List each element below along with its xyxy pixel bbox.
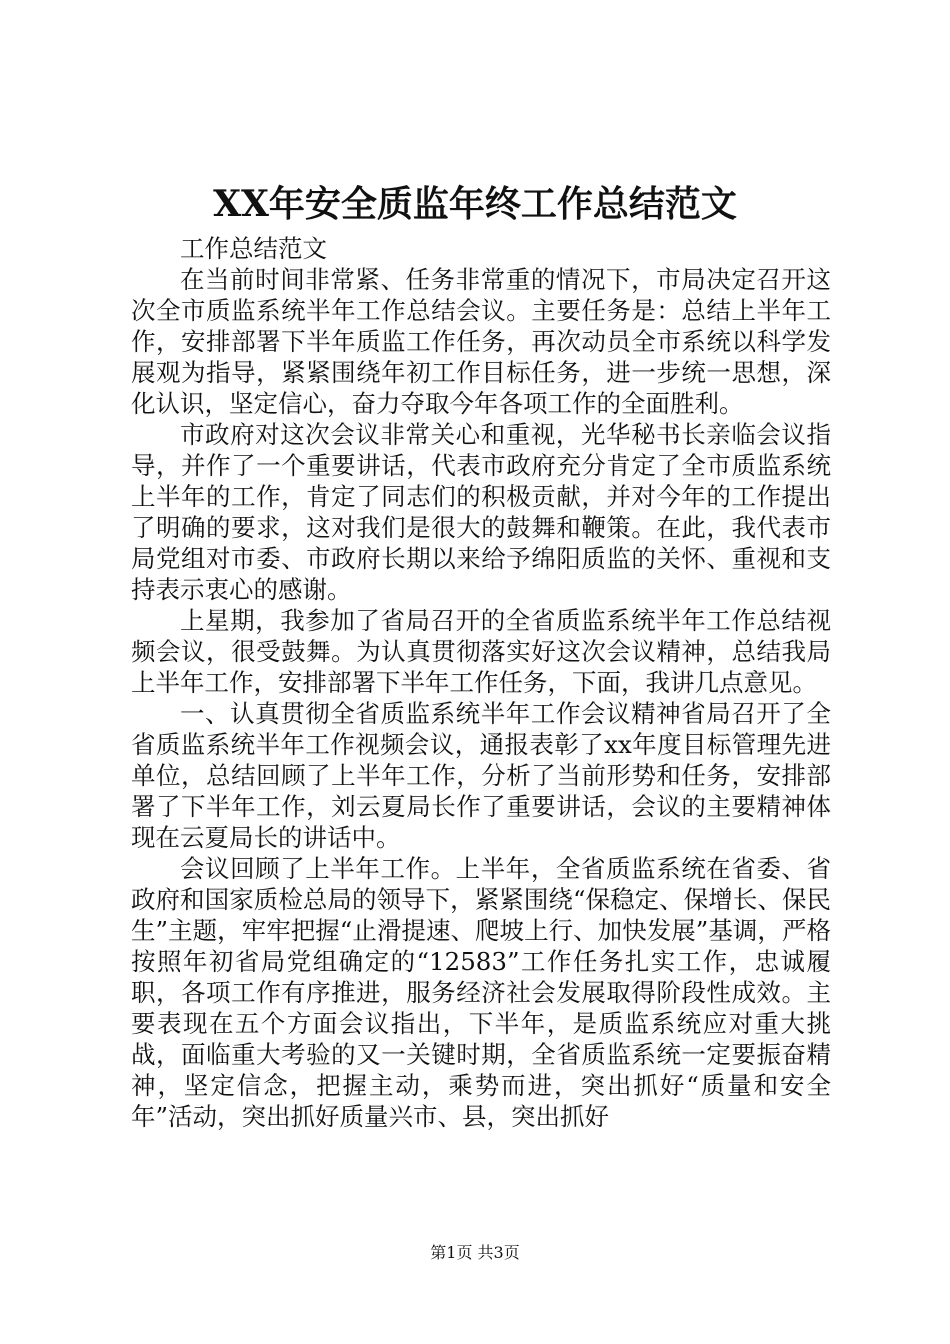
paragraph-1: 在当前时间非常紧、任务非常重的情况下，市局决定召开这次全市质监系统半年工作总结会议。主要任务是：总结上半年工作，安排部署下半年质监工作任务，再次动员全市系统以科学发展观为指导，紧紧围绕年初工作目标任务，进一步统一思想，深化认识，坚定信心，奋力夺取今年各项工作的全面胜利。 [131,265,831,418]
paragraph-subtitle: 工作总结范文 [180,234,327,263]
paragraph-2: 市政府对这次会议非常关心和重视，光华秘书长亲临会议指导，并作了一个重要讲话，代表市政府充分肯定了全市质监系统上半年的工作，肯定了同志们的积极贡献，并对今年的工作提出了明确的要求，这对我们是很大的鼓舞和鞭策。在此，我代表市局党组对市委、市政府长期以来给予绵阳质监的关怀、重视和支持表示衷心的感谢。 [131,420,831,604]
paragraph-4: 一、认真贯彻全省质监系统半年工作会议精神省局召开了全省质监系统半年工作视频会议，通报表彰了xx年度目标管理先进单位，总结回顾了上半年工作，分析了当前形势和任务，安排部署了下半年工作，刘云夏局长作了重要讲话，会议的主要精神体现在云夏局长的讲话中。 [131,699,831,852]
document-title: XX年安全质监年终工作总结范文 [213,183,737,225]
document-body [131,233,831,1132]
paragraph-5: 会议回顾了上半年工作。上半年，全省质监系统在省委、省政府和国家质检总局的领导下，紧紧围绕“保稳定、保增长、保民生”主题，牢牢把握“止滑提速、爬坡上行、加快发展”基调，严格按照年初省局党组确定的“12583”工作任务扎实工作，忠诚履职，各项工作有序推进，服务经济社会发展取得阶段性成效。主要表现在五个方面会议指出，下半年，是质监系统应对重大挑战，面临重大考验的又一关键时期，全省质监系统一定要振奋精神，坚定信念，把握主动，乘势而进，突出抓好“质量和安全年”活动，突出抓好质量兴市、县，突出抓好 [131,854,831,1131]
page-footer: 第1页 共3页 [430,1243,520,1262]
paragraph-3: 上星期，我参加了省局召开的全省质监系统半年工作总结视频会议，很受鼓舞。为认真贯彻落实好这次会议精神，总结我局上半年工作，安排部署下半年工作任务，下面，我讲几点意见。 [131,606,831,697]
